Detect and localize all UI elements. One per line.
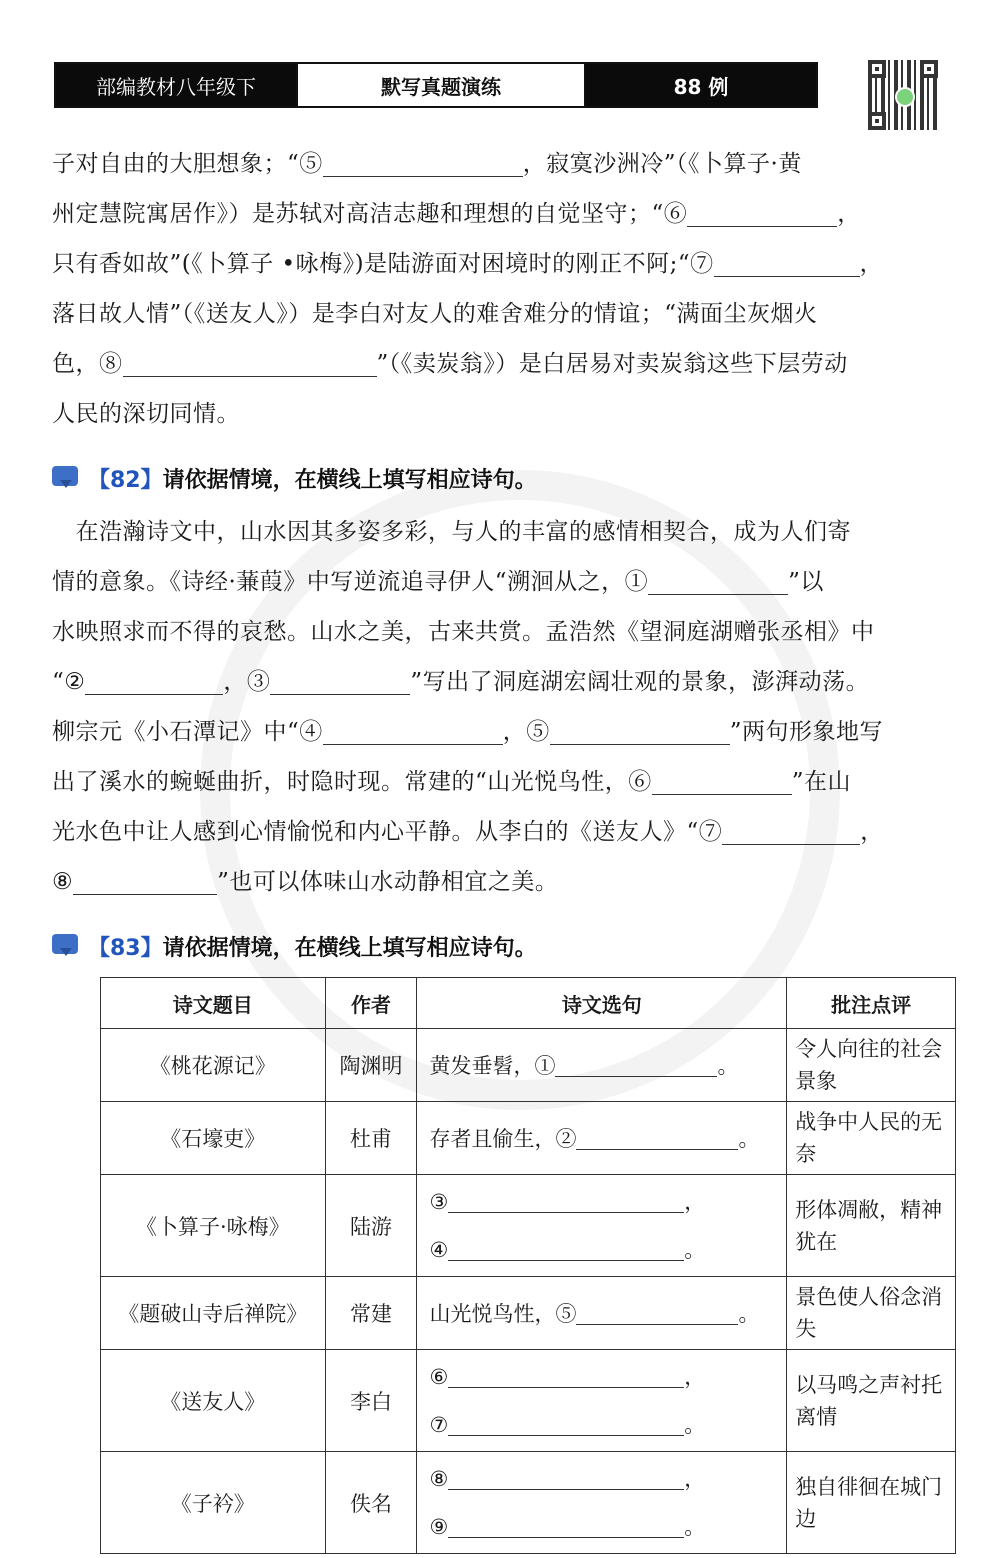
header-grade: 部编教材八年级下 xyxy=(56,64,296,106)
answer-blank[interactable] xyxy=(448,1188,684,1213)
poem-title: 《卜算子·咏梅》 xyxy=(101,1175,326,1277)
poem-author: 常建 xyxy=(325,1277,417,1350)
text-line: 人民的深切同情。 xyxy=(52,401,240,427)
text-line: 水映照求而不得的哀愁。山水之美，古来共赏。孟浩然《望洞庭湖赠张丞相》中 xyxy=(52,619,875,645)
col-header-note: 批注点评 xyxy=(787,978,956,1029)
text-line: 柳宗元《小石潭记》中“④ ，⑤ ”两句形象地写 xyxy=(52,712,942,752)
section-82-heading: 【82】 请依据情境，在横线上填写相应诗句。 xyxy=(52,458,537,498)
col-header-title: 诗文题目 xyxy=(101,978,326,1029)
table-row xyxy=(101,1452,956,1554)
table-header-row xyxy=(101,978,956,1029)
text-line: 色，⑧ ”（《卖炭翁》）是白居易对卖炭翁这些下层劳动 xyxy=(52,344,942,384)
answer-blank[interactable] xyxy=(576,1300,738,1325)
table-row xyxy=(101,1350,956,1452)
header-count: 88 例 xyxy=(586,64,816,106)
poem-title: 《桃花源记》 xyxy=(101,1029,326,1102)
text-line: 只有香如故”(《卜算子 •咏梅》)是陆游面对困境时的刚正不阿;“⑦ ， xyxy=(52,244,942,284)
text-line: ⑧ ”也可以体味山水动静相宜之美。 xyxy=(52,862,942,902)
poem-author: 佚名 xyxy=(325,1452,417,1554)
poem-line-cell: 山光悦鸟性，⑤ 。 xyxy=(417,1277,787,1350)
answer-blank[interactable] xyxy=(555,1052,717,1077)
text-line: 出了溪水的蜿蜒曲折，时隐时现。常建的“山光悦鸟性，⑥ ”在山 xyxy=(52,762,942,802)
poem-note: 形体凋敝，精神犹在 xyxy=(787,1175,956,1277)
poem-title: 《子衿》 xyxy=(101,1452,326,1554)
poem-note: 战争中人民的无奈 xyxy=(787,1102,956,1175)
bookmark-icon xyxy=(52,934,82,958)
poem-title: 《送友人》 xyxy=(101,1350,326,1452)
poem-note: 景色使人俗念消失 xyxy=(787,1277,956,1350)
text-line: 州定慧院寓居作》）是苏轼对高洁志趣和理想的自觉坚守；“⑥ ， xyxy=(52,194,942,234)
col-header-author: 作者 xyxy=(325,978,417,1029)
table-row xyxy=(101,1277,956,1350)
poem-note: 以马鸣之声衬托离情 xyxy=(787,1350,956,1452)
poem-note: 令人向往的社会景象 xyxy=(787,1029,956,1102)
header-bar xyxy=(54,62,818,108)
poem-title: 《题破山寺后禅院》 xyxy=(101,1277,326,1350)
answer-blank[interactable] xyxy=(448,1363,684,1388)
poem-line-cell: 黄发垂髫，① 。 xyxy=(417,1029,787,1102)
table-row xyxy=(101,1175,956,1277)
poem-line-cell: ⑥ ， ⑦ 。 xyxy=(417,1350,787,1452)
bookmark-icon xyxy=(52,466,82,490)
table-row xyxy=(101,1102,956,1175)
poem-author: 李白 xyxy=(325,1350,417,1452)
text-line: 在浩瀚诗文中，山水因其多姿多彩，与人的丰富的感情相契合，成为人们寄 xyxy=(52,519,851,545)
text-line: 落日故人情”（《送友人》）是李白对友人的难舍难分的情谊；“满面尘灰烟火 xyxy=(52,301,818,327)
answer-blank[interactable] xyxy=(448,1465,684,1490)
text-line: 光水色中让人感到心情愉悦和内心平静。从李白的《送友人》“⑦ ， xyxy=(52,812,942,852)
poem-line-cell: ③ ， ④ 。 xyxy=(417,1175,787,1277)
text-line: 子对自由的大胆想象；“⑤ ，寂寞沙洲冷”（《卜算子·黄 xyxy=(52,144,942,184)
header-title: 默写真题演练 xyxy=(296,64,586,106)
poem-table xyxy=(100,977,956,1554)
text-line: 情的意象。《诗经·蒹葭》中写逆流追寻伊人“溯洄从之，① ”以 xyxy=(52,562,942,602)
poem-line-cell: ⑧ ， ⑨ 。 xyxy=(417,1452,787,1554)
qr-code-icon[interactable] xyxy=(868,60,938,130)
answer-blank[interactable] xyxy=(448,1513,684,1538)
poem-title: 《石壕吏》 xyxy=(101,1102,326,1175)
text-line: “② ，③ ”写出了洞庭湖宏阔壮观的景象，澎湃动荡。 xyxy=(52,662,942,702)
answer-blank[interactable] xyxy=(448,1236,684,1261)
section-83-heading: 【83】 请依据情境，在横线上填写相应诗句。 xyxy=(52,926,537,966)
poem-note: 独自徘徊在城门边 xyxy=(787,1452,956,1554)
answer-blank[interactable] xyxy=(448,1411,684,1436)
poem-author: 陆游 xyxy=(325,1175,417,1277)
col-header-lines: 诗文选句 xyxy=(417,978,787,1029)
table-row xyxy=(101,1029,956,1102)
poem-author: 杜甫 xyxy=(325,1102,417,1175)
poem-line-cell: 存者且偷生，② 。 xyxy=(417,1102,787,1175)
answer-blank[interactable] xyxy=(576,1125,738,1150)
poem-author: 陶渊明 xyxy=(325,1029,417,1102)
